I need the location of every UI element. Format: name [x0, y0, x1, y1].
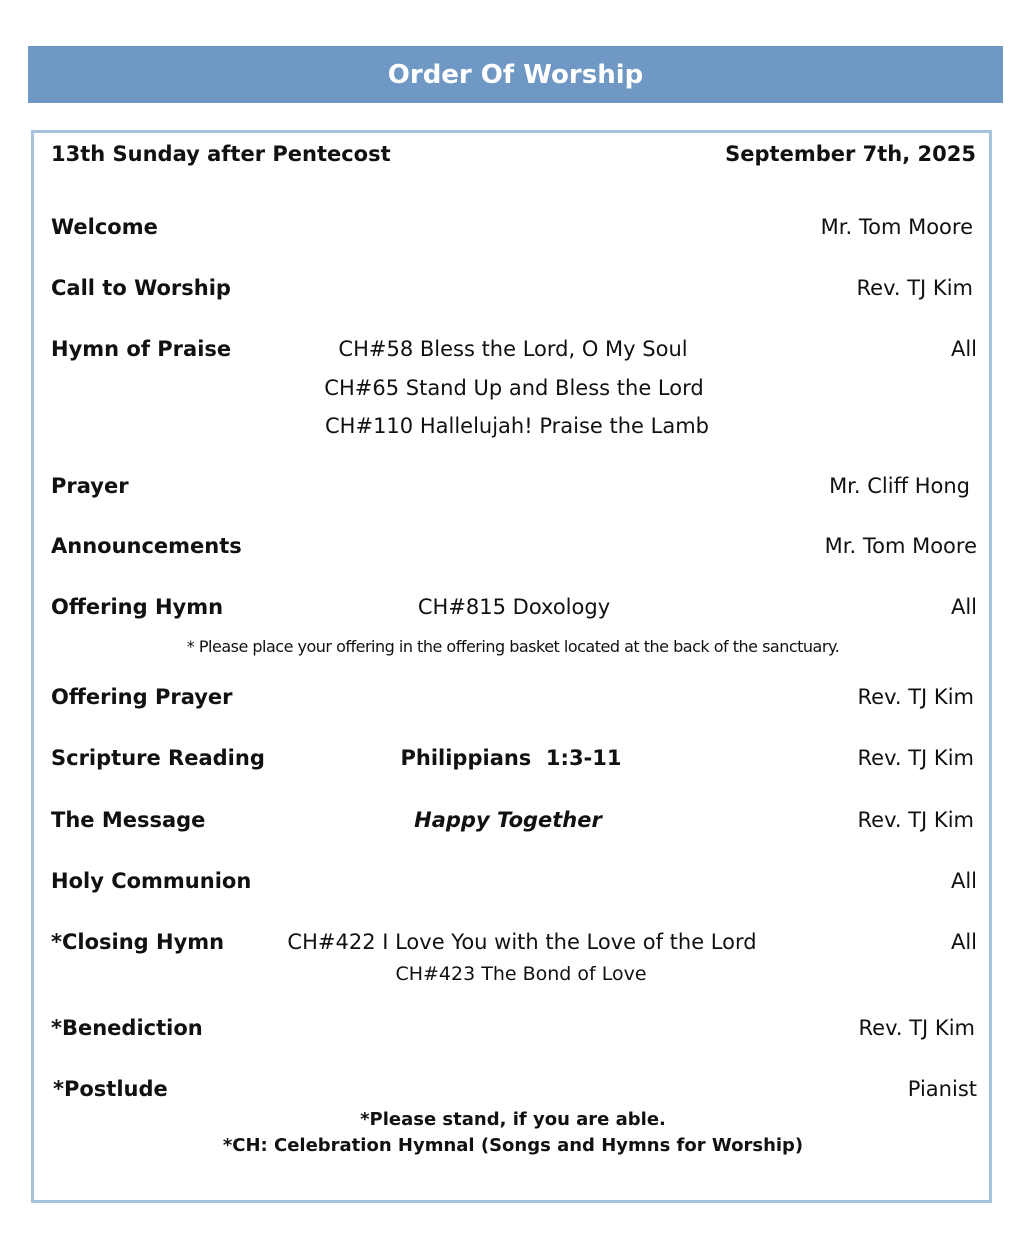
- offering-hymn-title: CH#815 Doxology: [417, 595, 611, 619]
- item-message-leader: Rev. TJ Kim: [857, 808, 974, 832]
- item-postlude-leader: Pianist: [907, 1077, 977, 1101]
- item-prayer-leader: Mr. Cliff Hong: [829, 474, 970, 498]
- scripture-passage: Philippians 1:3-11: [400, 746, 622, 770]
- offering-note: * Please place your offering in the offering basket located at the back of the sanctuary.: [186, 637, 840, 656]
- item-message-label: The Message: [51, 808, 206, 832]
- item-offering-prayer-leader: Rev. TJ Kim: [857, 685, 974, 709]
- item-offering-prayer-label: Offering Prayer: [51, 685, 233, 709]
- item-benediction-label: *Benediction: [51, 1016, 203, 1040]
- hymnal-note: *CH: Celebration Hymnal (Songs and Hymns for Worship): [222, 1135, 804, 1156]
- item-communion-label: Holy Communion: [51, 869, 252, 893]
- occasion: 13th Sunday after Pentecost: [51, 142, 391, 166]
- title-banner: [28, 46, 1003, 103]
- hymn-praise-2: CH#65 Stand Up and Bless the Lord: [324, 376, 704, 400]
- closing-hymn-2: CH#423 The Bond of Love: [395, 963, 647, 985]
- item-welcome-leader: Mr. Tom Moore: [820, 215, 973, 239]
- item-welcome-label: Welcome: [51, 215, 158, 239]
- item-offering-hymn-leader: All: [950, 595, 977, 619]
- item-closing-label: *Closing Hymn: [51, 930, 225, 954]
- sermon-title: Happy Together: [414, 808, 602, 832]
- item-benediction-leader: Rev. TJ Kim: [858, 1016, 975, 1040]
- item-hymn-praise-label: Hymn of Praise: [51, 337, 232, 361]
- item-postlude-label: *Postlude: [53, 1077, 168, 1101]
- item-announcements-leader: Mr. Tom Moore: [824, 534, 977, 558]
- item-announcements-label: Announcements: [51, 534, 242, 558]
- item-hymn-praise-leader: All: [950, 337, 977, 361]
- item-closing-leader: All: [950, 930, 977, 954]
- item-scripture-label: Scripture Reading: [51, 746, 265, 770]
- hymn-praise-1: CH#58 Bless the Lord, O My Soul: [338, 337, 688, 361]
- service-date: September 7th, 2025: [725, 142, 976, 166]
- page-title: Order Of Worship: [387, 59, 644, 90]
- closing-hymn-1: CH#422 I Love You with the Love of the Lord: [287, 930, 757, 954]
- item-prayer-label: Prayer: [51, 474, 129, 498]
- item-call-label: Call to Worship: [51, 276, 231, 300]
- item-offering-hymn-label: Offering Hymn: [51, 595, 224, 619]
- stand-note: *Please stand, if you are able.: [360, 1109, 666, 1130]
- item-call-leader: Rev. TJ Kim: [856, 276, 973, 300]
- hymn-praise-3: CH#110 Hallelujah! Praise the Lamb: [325, 414, 709, 438]
- item-scripture-leader: Rev. TJ Kim: [857, 746, 974, 770]
- item-communion-leader: All: [950, 869, 977, 893]
